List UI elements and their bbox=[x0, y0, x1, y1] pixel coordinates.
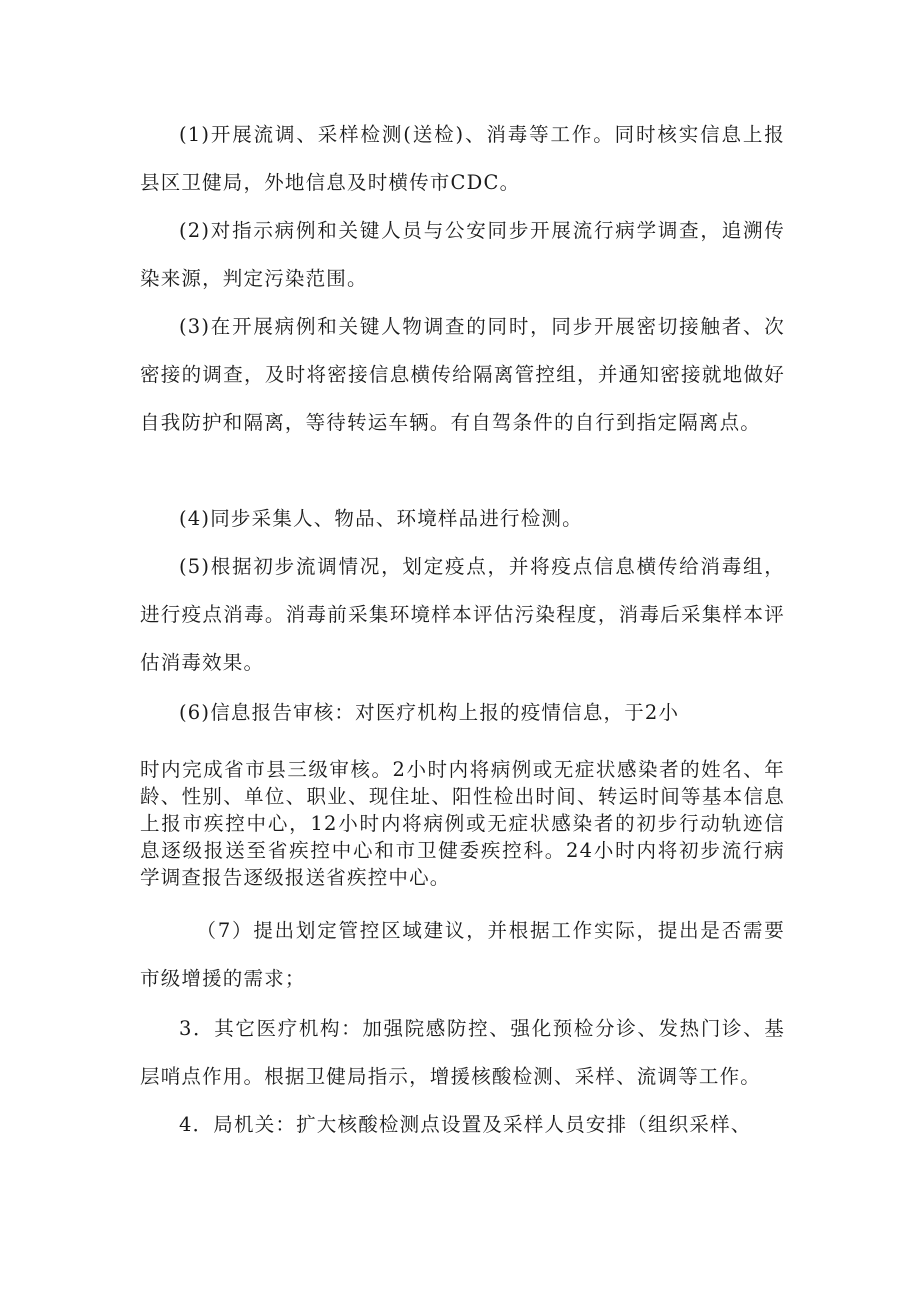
paragraph-item-6-continued: 时内完成省市县三级审核。2小时内将病例或无症状感染者的姓名、年龄、性别、单位、职业、现住址、阳性检出时间、转运时间等基本信息上报市疾控中心，12小时内将病例或无症状感染者的初步行动轨迹信息逐级报送至省疾控中心和市卫健委疾控科。24小时内将初步流行病学调查报告逐级报送省疾控中心。 bbox=[140, 758, 785, 889]
paragraph-item-7: （7）提出划定管控区域建议，并根据工作实际，提出是否需要市级增援的需求； bbox=[140, 919, 785, 990]
paragraph-item-3: (3)在开展病例和关键人物调查的同时，同步开展密切接触者、次密接的调查，及时将密接信息横传给隔离管控组，并通知密接就地做好自我防护和隔离，等待转运车辆。有自驾条件的自行到指定隔离点。 bbox=[140, 315, 785, 434]
paragraph-section-3: 3．其它医疗机构：加强院感防控、强化预检分诊、发热门诊、基层哨点作用。根据卫健局指示，增援核酸检测、采样、流调等工作。 bbox=[140, 1017, 785, 1088]
paragraph-item-2: (2)对指示病例和关键人员与公安同步开展流行病学调查，追溯传染来源，判定污染范围。 bbox=[140, 219, 785, 290]
paragraph-item-1: (1)开展流调、采样检测(送检)、消毒等工作。同时核实信息上报县区卫健局，外地信息及时横传市CDC。 bbox=[140, 123, 785, 194]
paragraph-item-4: (4)同步采集人、物品、环境样品进行检测。 bbox=[179, 507, 583, 530]
paragraph-item-5: (5)根据初步流调情况，划定疫点，并将疫点信息横传给消毒组，进行疫点消毒。消毒前采集环境样本评估污染程度，消毒后采集样本评估消毒效果。 bbox=[140, 555, 785, 674]
paragraph-item-6: (6)信息报告审核：对医疗机构上报的疫情信息，于2小 bbox=[179, 701, 680, 724]
paragraph-section-4: 4．局机关：扩大核酸检测点设置及采样人员安排（组织采样、 bbox=[179, 1113, 752, 1136]
